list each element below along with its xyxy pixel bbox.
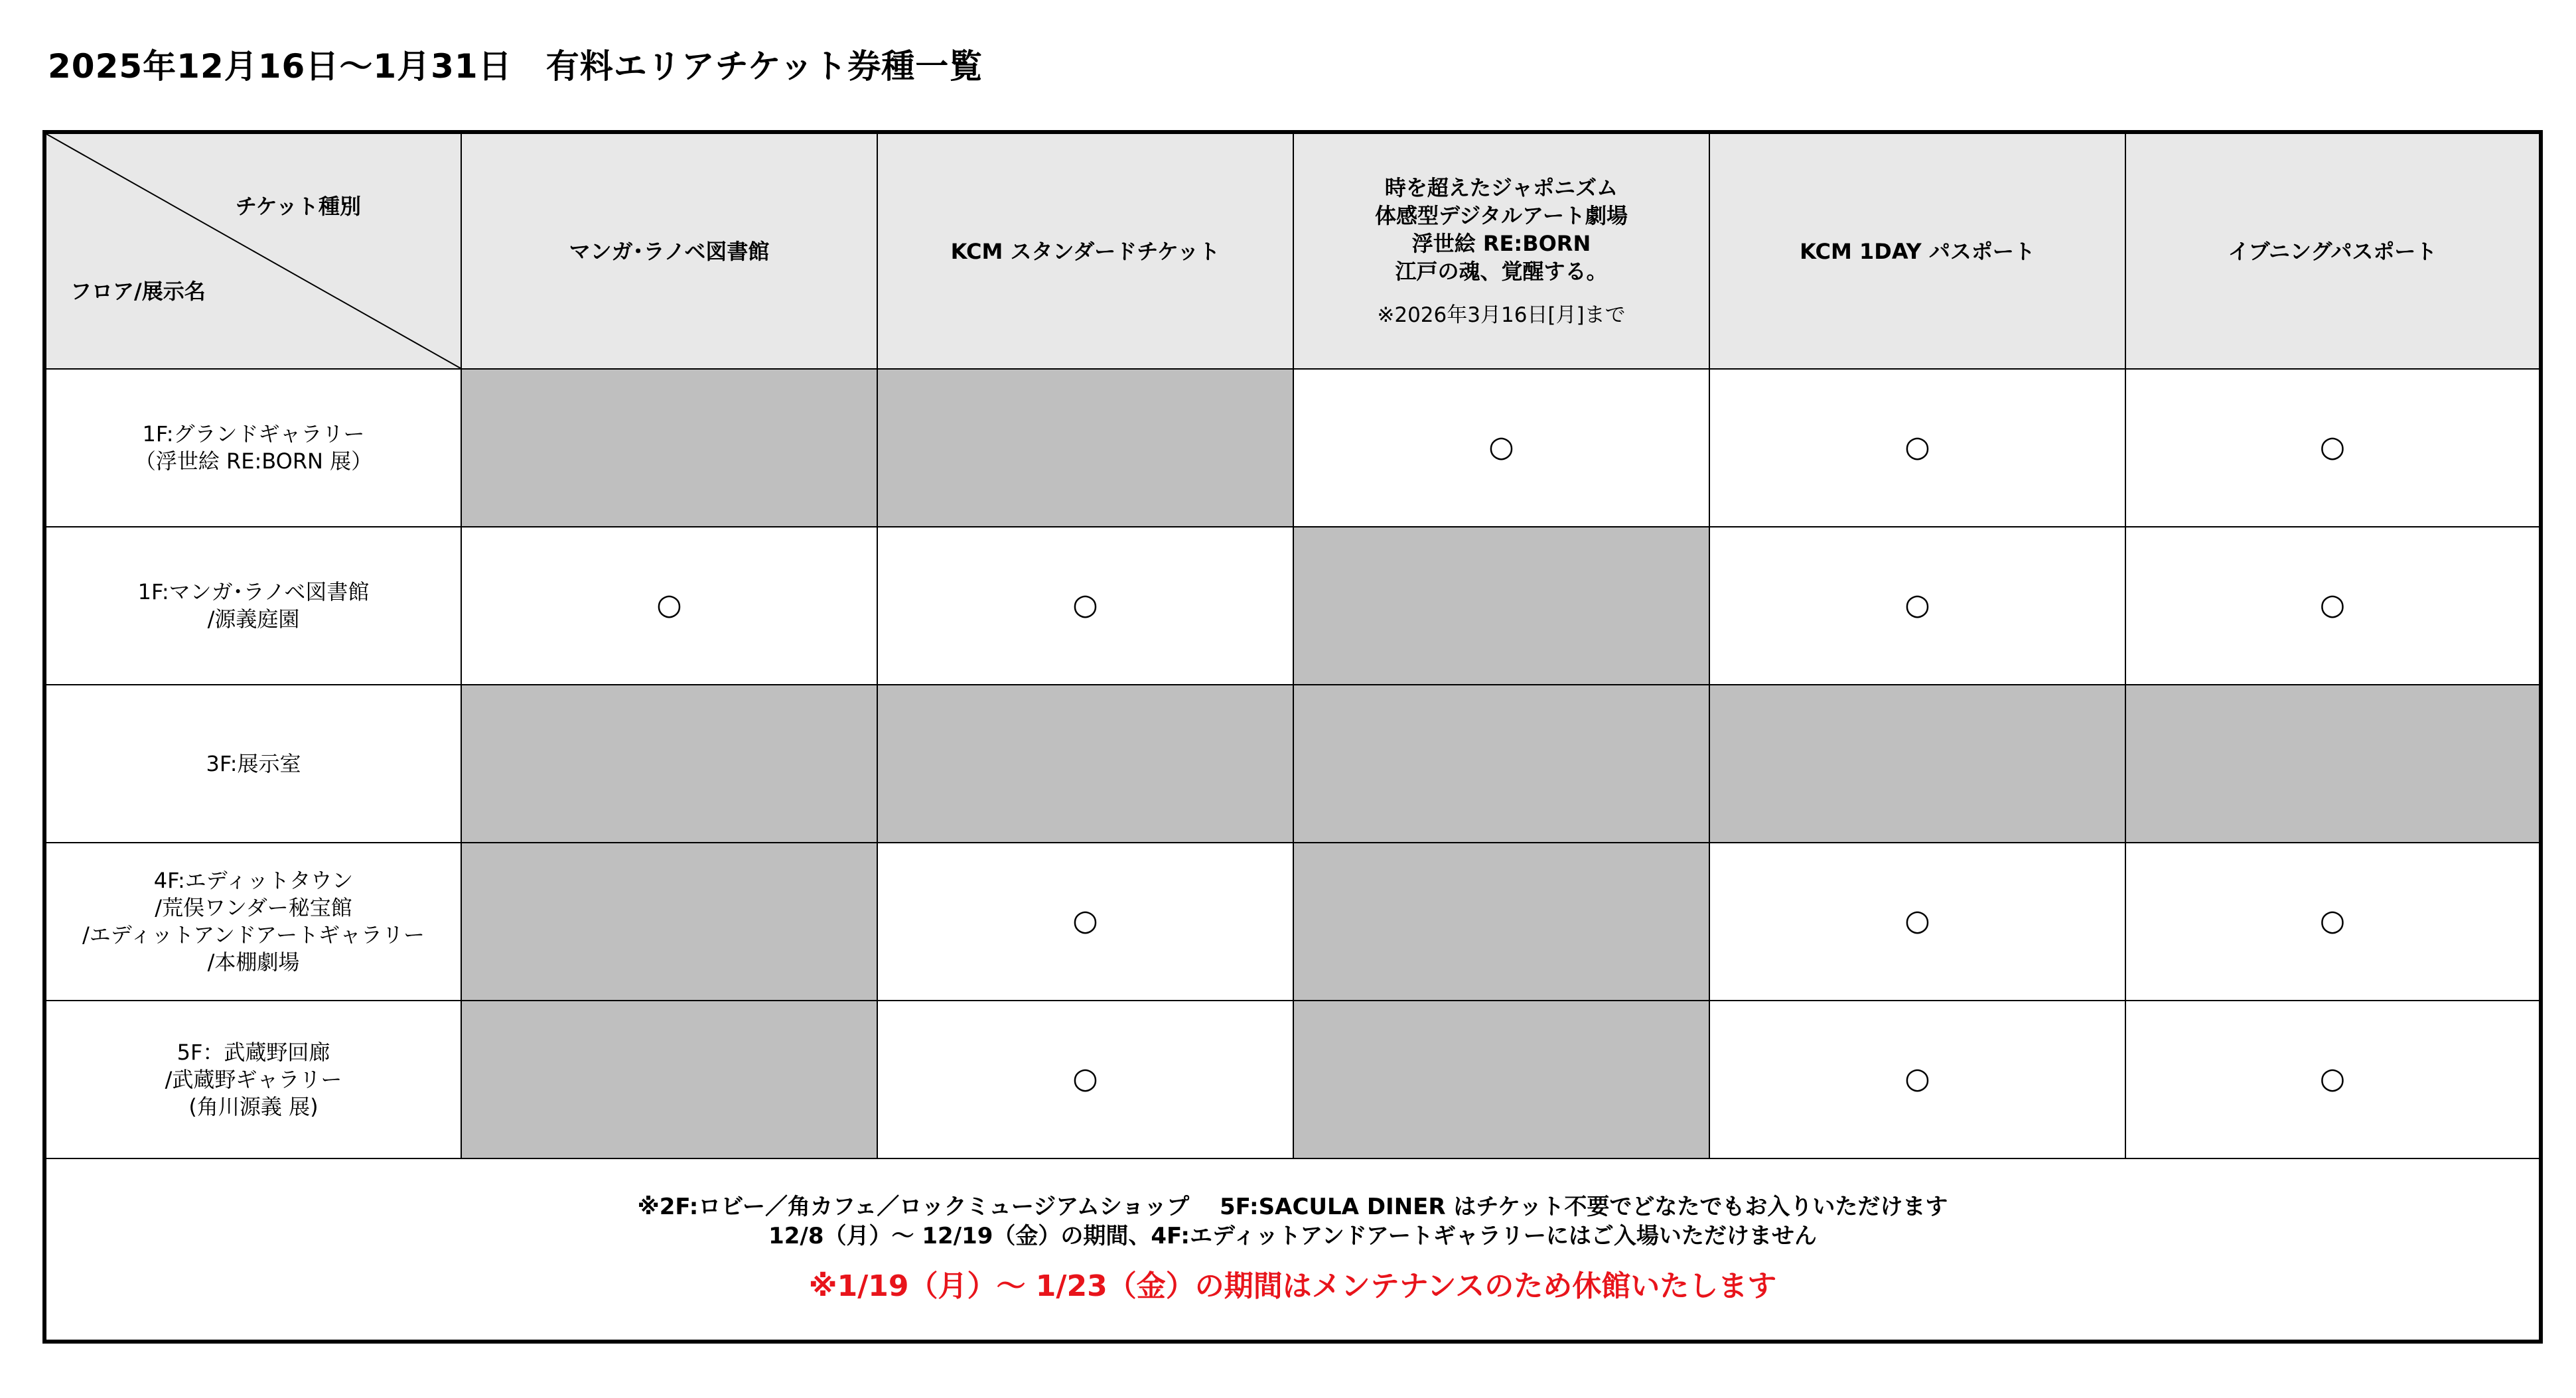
availability-mark: ○	[1904, 587, 1930, 622]
col-header-note: ※2026年3月16日[月]まで	[1377, 303, 1626, 327]
footer-note-2: 12/8（月）～ 12/19（金）の期間、4F:エディットアンドアートギャラリーにはご入場いただけません	[768, 1223, 1817, 1249]
availability-cell	[1709, 1001, 2125, 1158]
unavailable-cell	[461, 685, 877, 843]
footer-row	[44, 1158, 2541, 1342]
availability-cell	[877, 843, 1293, 1001]
header-row	[44, 132, 2541, 369]
unavailable-cell	[1709, 685, 2125, 843]
availability-mark: ○	[2319, 587, 2346, 622]
availability-mark: ○	[2319, 1061, 2346, 1095]
unavailable-cell	[1293, 685, 1709, 843]
footer-notes	[44, 1158, 2541, 1342]
availability-cell	[2125, 369, 2541, 527]
col-header-label: KCM 1DAY パスポート	[1800, 238, 2035, 264]
availability-mark: ○	[1904, 429, 1930, 464]
floor-name: 1F:グランドギャラリー （浮世絵 RE:BORN 展）	[44, 369, 461, 527]
col-header-label: KCM スタンダードチケット	[950, 238, 1220, 264]
availability-mark: ○	[2319, 903, 2346, 938]
availability-cell	[1709, 369, 2125, 527]
corner-cell	[44, 132, 461, 369]
availability-mark: ○	[1904, 1061, 1930, 1095]
availability-cell	[2125, 1001, 2541, 1158]
floor-label: フロア/展示名	[70, 279, 206, 304]
availability-cell	[877, 527, 1293, 685]
floor-name: 3F:展示室	[44, 685, 461, 843]
unavailable-cell	[461, 843, 877, 1001]
table-row	[44, 369, 2541, 527]
diagonal-divider	[46, 134, 461, 368]
availability-mark: ○	[1072, 903, 1098, 938]
footer-note-1: ※2F:ロビー／角カフェ／ロックミュージアムショップ 5F:SACULA DINER はチケット不要でどなたでもお入りいただけます	[637, 1194, 1948, 1220]
unavailable-cell	[1293, 527, 1709, 685]
availability-mark: ○	[1072, 587, 1098, 622]
availability-cell	[877, 1001, 1293, 1158]
table-row	[44, 685, 2541, 843]
closure-warning: ※1/19（月）～ 1/23（金）の期間はメンテナンスのため休館いたします	[808, 1269, 1777, 1303]
floor-name: 5F：武蔵野回廊 /武蔵野ギャラリー (角川源義 展)	[44, 1001, 461, 1158]
page-title: 2025年12月16日～1月31日 有料エリアチケット券種一覧	[48, 47, 983, 86]
availability-mark: ○	[1904, 903, 1930, 938]
col-header	[2125, 132, 2541, 369]
unavailable-cell	[877, 685, 1293, 843]
availability-cell	[461, 527, 877, 685]
availability-cell	[1709, 843, 2125, 1001]
col-header-label: 時を超えたジャポニズム 体感型デジタルアート劇場 浮世絵 RE:BORN 江戸の魂、覚醒する。	[1374, 175, 1628, 284]
availability-mark: ○	[1488, 429, 1514, 464]
unavailable-cell	[2125, 685, 2541, 843]
floor-name: 4F:エディットタウン /荒俣ワンダー秘宝館 /エディットアンドアートギャラリー /本棚劇場	[44, 843, 461, 1001]
col-header	[461, 132, 877, 369]
availability-cell	[1293, 369, 1709, 527]
unavailable-cell	[1293, 843, 1709, 1001]
table-row	[44, 1001, 2541, 1158]
availability-cell	[2125, 527, 2541, 685]
table-row	[44, 843, 2541, 1001]
availability-cell	[2125, 843, 2541, 1001]
unavailable-cell	[877, 369, 1293, 527]
unavailable-cell	[461, 1001, 877, 1158]
floor-name: 1F:マンガ･ラノベ図書館 /源義庭園	[44, 527, 461, 685]
unavailable-cell	[461, 369, 877, 527]
ticket-table	[42, 130, 2543, 1344]
col-header	[1293, 132, 1709, 369]
availability-mark: ○	[656, 587, 682, 622]
unavailable-cell	[1293, 1001, 1709, 1158]
col-header-label: イブニングパスポート	[2228, 238, 2437, 264]
availability-mark: ○	[1072, 1061, 1098, 1095]
col-header	[1709, 132, 2125, 369]
col-header	[877, 132, 1293, 369]
availability-mark: ○	[2319, 429, 2346, 464]
col-header-label: マンガ･ラノベ図書館	[569, 238, 770, 264]
availability-cell	[1709, 527, 2125, 685]
table-row	[44, 527, 2541, 685]
ticket-type-label: チケット種別	[235, 194, 361, 219]
